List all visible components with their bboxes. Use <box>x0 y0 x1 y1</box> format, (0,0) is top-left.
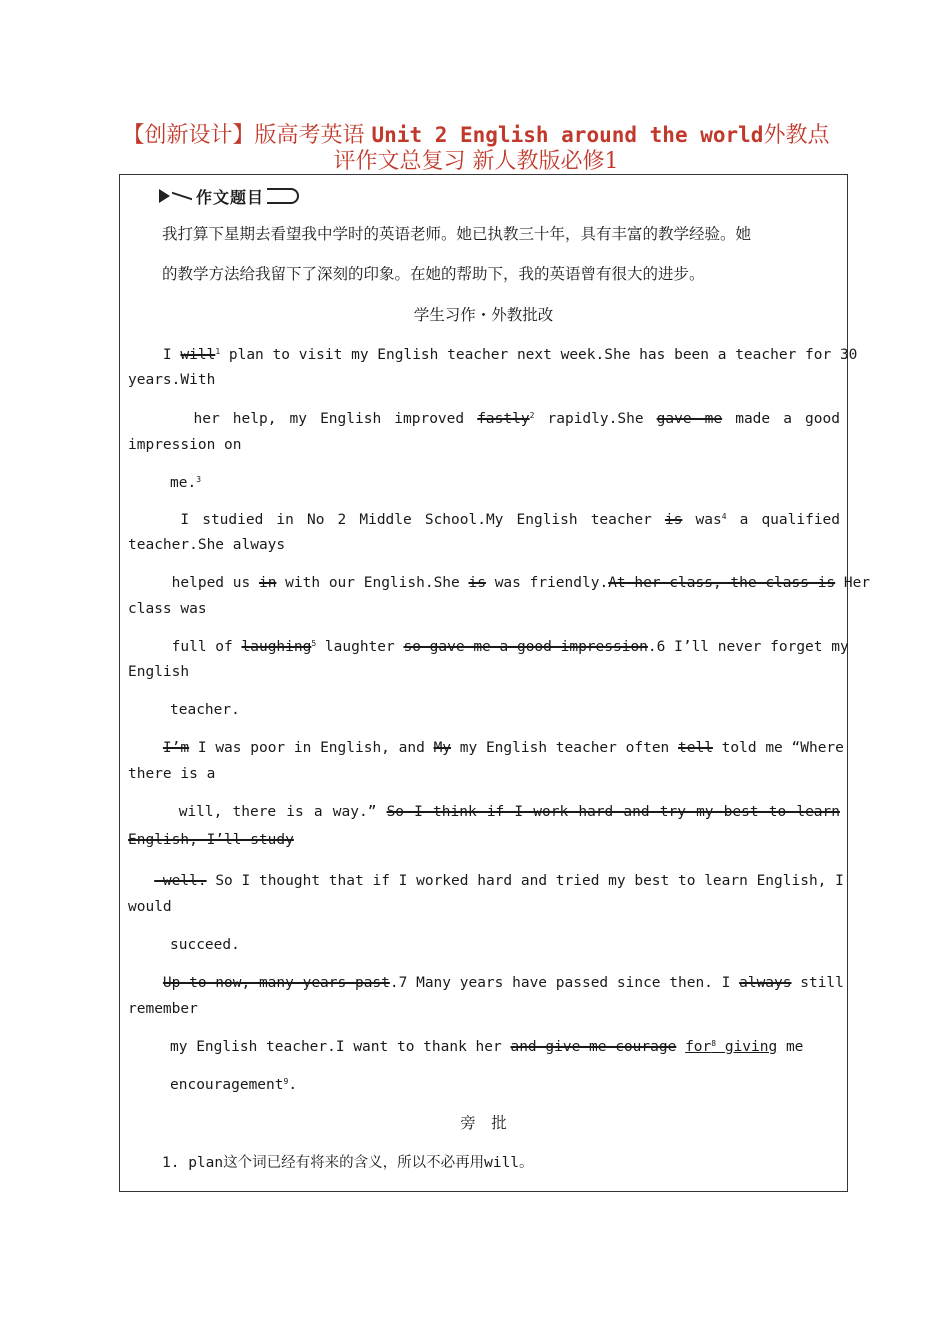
deletion: so gave me a good impression <box>403 639 648 655</box>
title-prefix: 【创新设计】版高考英语 <box>122 123 372 148</box>
deletion: English, I’ll study <box>128 832 294 848</box>
bracket-decoration <box>267 188 299 204</box>
deletion: always <box>739 975 792 991</box>
essay-line: me.$^3$ <box>170 475 202 491</box>
essay-line: I studied in No 2 Middle School.My English teacher is was$^4$ a qualified <box>180 512 841 528</box>
deletion: laughing <box>241 639 312 655</box>
essay-line: succeed. <box>170 937 240 953</box>
essay-line: remember <box>128 1001 198 1017</box>
essay-line: I’m I was poor in English, and My my English teacher often tell told me “Where <box>162 740 844 756</box>
deletion: My <box>433 740 452 756</box>
essay-line: teacher. <box>170 702 240 718</box>
deletion: At her class, the class is <box>608 575 836 591</box>
margin-note-1: 1. plan这个词已经有将来的含义，所以不必再用will。 <box>162 1155 534 1171</box>
deletion: I’m <box>162 740 190 756</box>
section-label: 作文题目 <box>196 187 265 207</box>
essay-line: Up to now, many years past.7 Many years have passed since then. I always still <box>162 975 844 991</box>
essay-line: class was <box>128 601 207 617</box>
deletion: is <box>664 512 683 528</box>
deletion: in <box>258 575 277 591</box>
essay-line: my English teacher.I want to thank her and give me courage for$^8$ giving me <box>170 1039 804 1055</box>
prompt-line-1: 我打算下星期去看望我中学时的英语老师。她已执教三十年，具有丰富的教学经验。她 <box>162 225 752 243</box>
title-unit: Unit 2 English around the world <box>371 123 764 147</box>
subheading: 学生习作・外教批改 <box>413 306 554 324</box>
essay-line: well. So I thought that if I worked hard and tried my best to learn English, I <box>154 873 844 889</box>
deletion: Up to now, many years past <box>162 975 390 991</box>
essay-line: encouragement$^9$. <box>170 1077 298 1093</box>
arrow-icon <box>159 189 170 203</box>
document-title <box>120 122 832 175</box>
essay-line: English <box>128 664 190 680</box>
essay-line: I will$^1$ plan to visit my English teacher next week.She has been a teacher for 30 <box>162 347 858 363</box>
margin-notes-heading: 旁 批 <box>460 1114 507 1132</box>
deletion: So I think if I work hard and try my best to learn <box>386 804 840 820</box>
essay-line: would <box>128 899 172 915</box>
deletion: gave me <box>656 411 723 427</box>
title-suffix: 外教点评作文总复习 新人教版必修1 <box>333 123 830 174</box>
essay-line <box>128 830 294 850</box>
essay-line: impression on <box>128 437 242 453</box>
essay-line: teacher.She always <box>128 537 286 553</box>
essay-line: years.With <box>128 372 216 388</box>
deletion: will <box>180 347 216 363</box>
essay-line: full of laughing$^5$ laughter so gave me a good impression.6 I’ll never forget my <box>171 639 849 655</box>
section-header <box>159 183 299 209</box>
deletion: tell <box>678 740 713 756</box>
prompt-line-2: 的教学方法给我留下了深刻的印象。在她的帮助下，我的英语曾有很大的进步。 <box>162 265 705 283</box>
content-frame <box>119 174 871 1192</box>
deletion: is <box>468 575 486 591</box>
essay-line: will, there is a way.” So I think if I work hard and try my best to learn <box>178 804 840 820</box>
deletion: and give me courage <box>510 1039 677 1055</box>
essay-line: there is a <box>128 766 216 782</box>
essay-line: her help, my English improved fastly$^2$ rapidly.She gave me made a good <box>193 411 840 427</box>
dash-decoration <box>172 192 192 200</box>
essay-line: helped us in with our English.She is was friendly.At her class, the class is Her <box>171 575 871 591</box>
deletion: well. <box>154 873 207 889</box>
deletion: fastly <box>477 411 530 427</box>
insertion: for$^8$ giving <box>685 1039 778 1055</box>
